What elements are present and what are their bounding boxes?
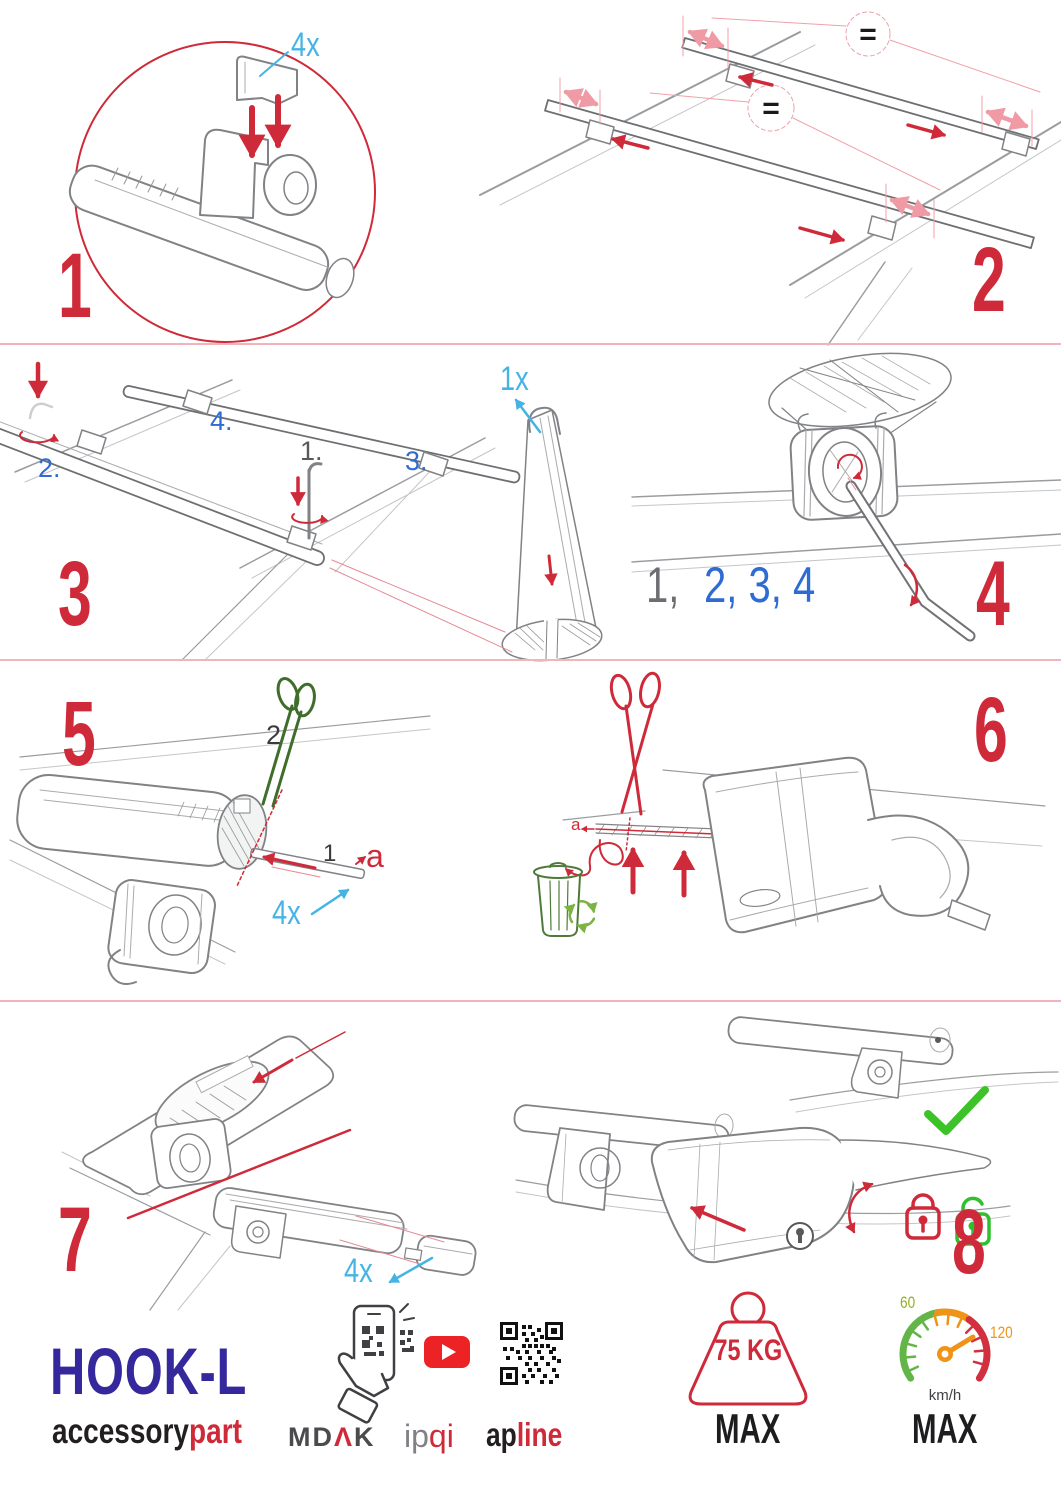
step-5-quantity-label: 4x xyxy=(272,894,301,932)
lockable-cover xyxy=(652,1128,991,1262)
step-5-cut-label: 2 xyxy=(266,720,282,750)
brand-logo xyxy=(52,1414,289,1449)
step-6-letter-label: a xyxy=(571,815,581,834)
logo-ipqi: ipqi xyxy=(404,1418,454,1454)
tension-tool xyxy=(516,408,596,642)
step-3-quantity-label: 1x xyxy=(500,360,529,398)
scissors-red-icon xyxy=(608,672,662,814)
brand-red: part xyxy=(189,1412,242,1451)
step-4-number: 4 xyxy=(976,543,1010,645)
step-6-number: 6 xyxy=(974,679,1008,781)
speed-tick-low: 60 xyxy=(900,1293,916,1312)
load-limit-value: 75 KG xyxy=(714,1334,782,1367)
step-4-sequence xyxy=(646,557,843,613)
step-3-number: 3 xyxy=(58,543,92,645)
step-1-number: 1 xyxy=(58,235,92,337)
step-3-part-label-3: 3. xyxy=(405,446,428,476)
lift-arrows xyxy=(633,850,684,895)
recycle-icon xyxy=(570,899,596,929)
step-3-part-label-4: 4. xyxy=(210,406,233,436)
step-7-quantity-label: 4x xyxy=(344,1252,373,1290)
padlock-closed-icon xyxy=(907,1195,939,1238)
step-5-number: 5 xyxy=(62,683,96,785)
step-5-strip-label: 1 xyxy=(323,840,337,867)
step6-illustration xyxy=(534,672,1045,936)
speed-max-label: MAX xyxy=(912,1405,978,1452)
step-5-letter-label: a xyxy=(366,838,384,874)
section-divider xyxy=(0,343,1061,345)
qr-code-icon xyxy=(502,1324,562,1385)
bar-cross-section xyxy=(500,615,604,665)
section-divider xyxy=(0,659,1061,661)
equal-sign: = xyxy=(859,18,877,51)
phone-scan-icon xyxy=(338,1304,414,1423)
step-7-number: 7 xyxy=(58,1189,92,1291)
speedometer-icon xyxy=(903,1312,987,1378)
step-3-part-label-2: 2. xyxy=(38,453,61,483)
equal-sign: = xyxy=(762,92,780,125)
load-limit-max-label: MAX xyxy=(715,1405,781,1452)
step-3-part-label-1: 1. xyxy=(300,436,323,466)
logo-mdak: MDΛK xyxy=(288,1422,376,1452)
logo-apline: apline xyxy=(486,1416,563,1453)
step7-illustration xyxy=(62,1032,477,1310)
step-8-number: 8 xyxy=(952,1191,986,1293)
allen-key-large xyxy=(851,486,970,636)
sequence-gray: 1, xyxy=(646,557,680,613)
brand-black: accessory xyxy=(52,1412,190,1451)
checkmark-icon xyxy=(928,1090,985,1131)
section-divider xyxy=(0,1000,1061,1002)
step-1-quantity-label: 4x xyxy=(291,26,320,64)
product-name: HOOK-L xyxy=(50,1334,248,1408)
sequence-blue: 2, 3, 4 xyxy=(703,557,815,613)
speed-tick-high: 120 xyxy=(990,1323,1013,1342)
youtube-icon xyxy=(424,1336,470,1368)
step-2-number: 2 xyxy=(972,229,1006,331)
speed-unit: km/h xyxy=(928,1387,962,1404)
step1-illustration xyxy=(64,42,375,342)
